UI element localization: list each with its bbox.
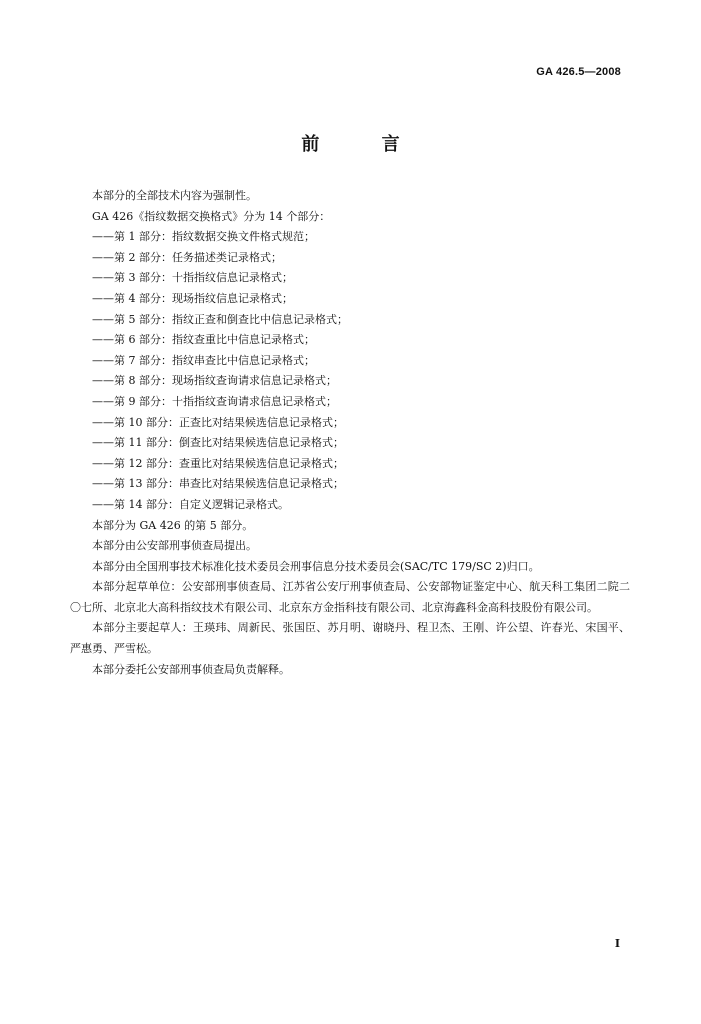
document-body [70,186,630,680]
paragraph-part-of-standard: 本部分为 GA 426 的第 5 部分。 [92,518,254,532]
list-item: ——第 6 部分：指纹查重比中信息记录格式； [92,333,315,347]
list-item: ——第 11 部分：倒查比对结果候选信息记录格式； [92,436,344,450]
paragraph-drafters: 本部分主要起草人：王瑛玮、周新民、张国臣、苏月明、谢晓丹、程卫杰、王刚、许公望、许春光、宋国平、严惠勇、严雪松。 [70,621,630,656]
page-number: I [614,937,620,950]
paragraph-parts-intro: GA 426《指纹数据交换格式》分为 14 个部分： [92,209,331,223]
list-item: ——第 12 部分：查重比对结果候选信息记录格式； [92,456,344,470]
list-item: ——第 3 部分：十指指纹信息记录格式； [92,271,293,285]
paragraph-administration: 本部分由全国刑事技术标准化技术委员会刑事信息分技术委员会(SAC/TC 179/SC 2)归口。 [92,559,540,573]
paragraph-interpretation: 本部分委托公安部刑事侦查局负责解释。 [92,662,290,676]
list-item: ——第 13 部分：串查比对结果候选信息记录格式； [92,477,344,491]
list-item: ——第 1 部分：指纹数据交换文件格式规范； [92,230,315,244]
standard-code: GA 426.5—2008 [536,66,621,78]
list-item: ——第 9 部分：十指指纹查询请求信息记录格式； [92,394,337,408]
list-item: ——第 2 部分：任务描述类记录格式； [92,250,282,264]
list-item: ——第 7 部分：指纹串查比中信息记录格式； [92,353,315,367]
paragraph-mandatory-note: 本部分的全部技术内容为强制性。 [92,189,257,202]
list-item: ——第 14 部分：自定义逻辑记录格式。 [92,497,289,511]
paragraph-proposer: 本部分由公安部刑事侦查局提出。 [92,539,257,553]
parts-list [70,227,630,515]
list-item: ——第 4 部分：现场指纹信息记录格式； [92,291,293,305]
list-item: ——第 5 部分：指纹正查和倒查比中信息记录格式； [92,312,348,326]
list-item: ——第 10 部分：正查比对结果候选信息记录格式； [92,415,344,429]
paragraph-drafting-units: 本部分起草单位：公安部刑事侦查局、江苏省公安厅刑事侦查局、公安部物证鉴定中心、航天科工集团二院二〇七所、北京北大高科指纹技术有限公司、北京东方金指科技有限公司、北京海鑫科金高科技股份有限公司。 [70,580,630,614]
list-item: ——第 8 部分：现场指纹查询请求信息记录格式； [92,374,337,388]
page-title: 前 言 [301,134,428,155]
